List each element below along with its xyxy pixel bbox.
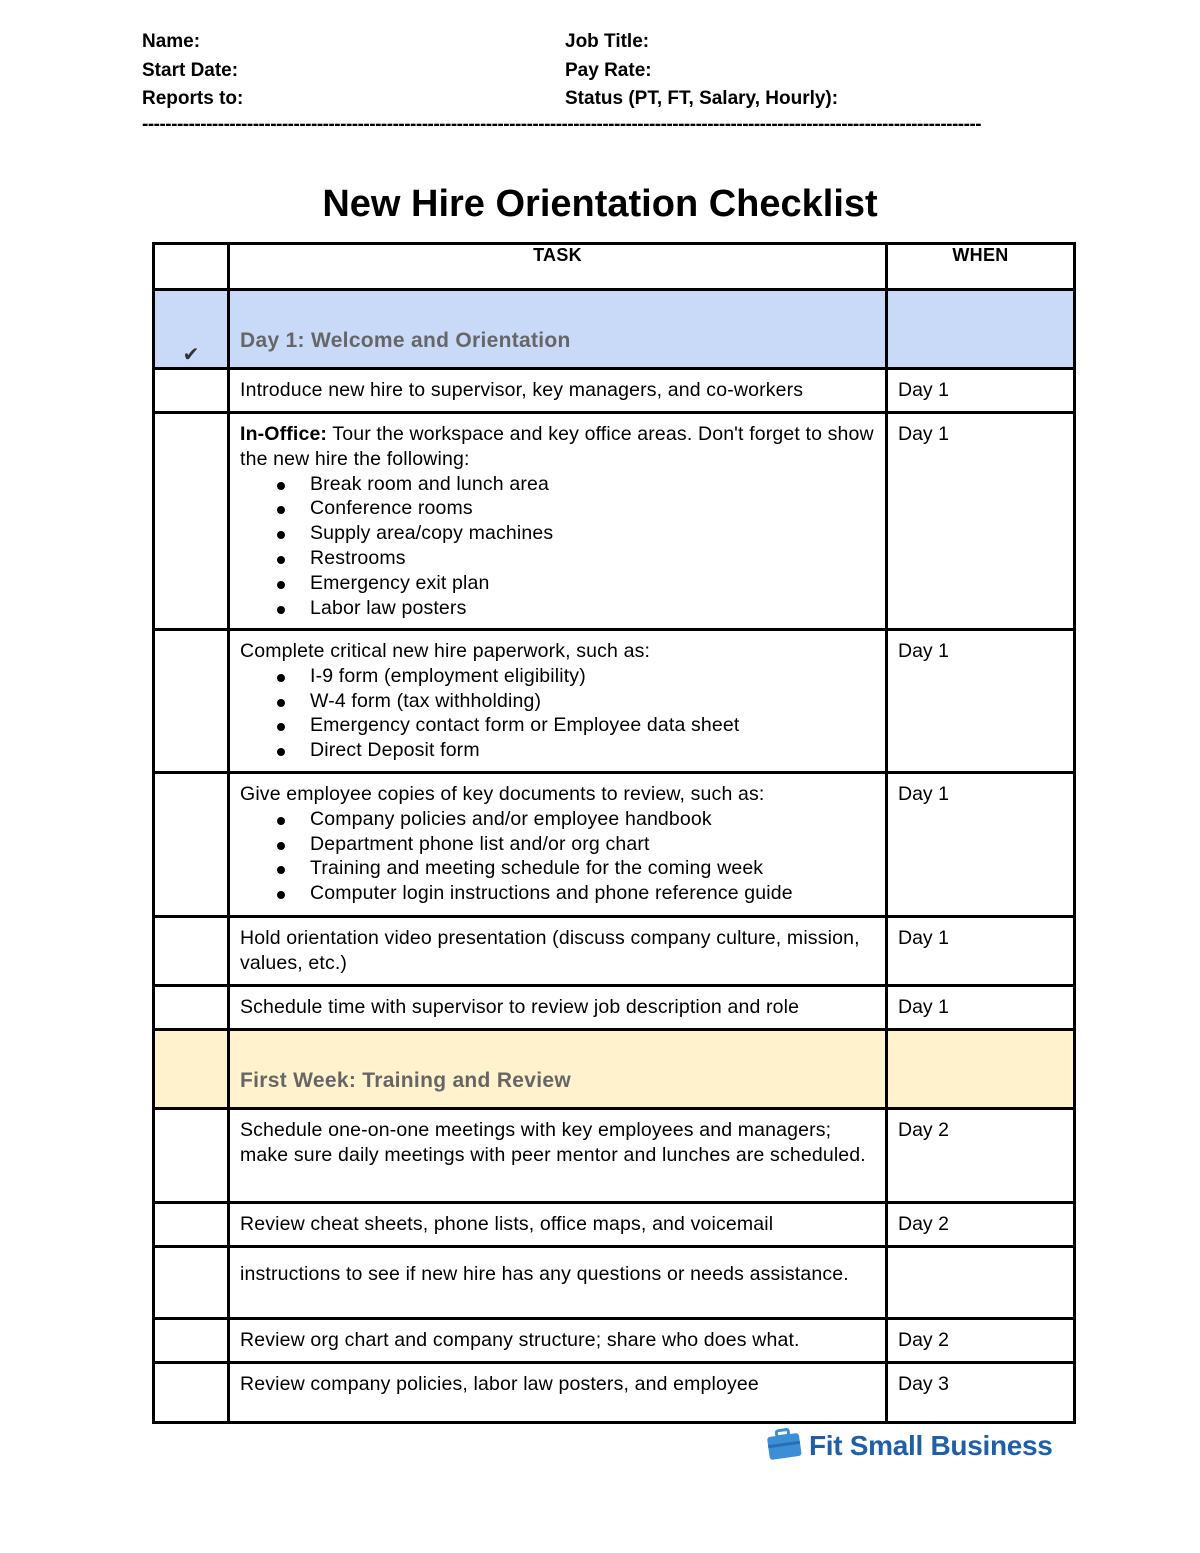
task-text: Hold orientation video presentation (discuss company culture, mission, values, etc.) bbox=[240, 927, 860, 974]
task-body: Complete critical new hire paperwork, such as: bbox=[240, 640, 651, 662]
task-column-header: TASK bbox=[229, 244, 887, 290]
list-item: I-9 form (employment eligibility) bbox=[310, 664, 875, 689]
table-row bbox=[154, 986, 1075, 1030]
list-item: Emergency contact form or Employee data sheet bbox=[310, 713, 875, 738]
list-item: Conference rooms bbox=[310, 496, 875, 521]
when-text: Day 2 bbox=[898, 1213, 949, 1235]
name-label: Name: bbox=[142, 31, 201, 52]
task-text: Schedule one-on-one meetings with key employees and managers; make sure daily meetings with peer mentor and lunches are scheduled. bbox=[240, 1119, 866, 1166]
task-body: Give employee copies of key documents to review, such as: bbox=[240, 783, 765, 805]
task-text: Schedule time with supervisor to review job description and role bbox=[240, 996, 800, 1018]
table-row bbox=[154, 369, 1075, 413]
check-column-header bbox=[154, 244, 229, 290]
checkbox-cell[interactable] bbox=[154, 369, 229, 413]
checkbox-cell[interactable] bbox=[154, 1363, 229, 1423]
when-text: Day 2 bbox=[898, 1329, 949, 1351]
task-text: Review cheat sheets, phone lists, office maps, and voicemail bbox=[240, 1213, 774, 1235]
fit-small-business-logo bbox=[765, 1427, 1053, 1465]
table-row bbox=[154, 1319, 1075, 1363]
list-item: Restrooms bbox=[310, 546, 875, 571]
task-bold-prefix: In-Office: bbox=[240, 423, 328, 445]
list-item: Computer login instructions and phone reference guide bbox=[310, 881, 875, 906]
section-header-first-week bbox=[154, 1030, 1075, 1109]
checkbox-cell[interactable] bbox=[154, 630, 229, 773]
checkbox-cell[interactable] bbox=[154, 1109, 229, 1203]
reports-to-label: Reports to: bbox=[142, 88, 244, 109]
table-row bbox=[154, 1203, 1075, 1247]
task-text bbox=[230, 774, 885, 912]
task-body: Tour the workspace and key office areas. Don't forget to show the new hire the following: bbox=[240, 423, 874, 470]
list-item: Break room and lunch area bbox=[310, 472, 875, 497]
checkbox-cell[interactable]: ✔ bbox=[154, 290, 229, 369]
checkbox-cell[interactable] bbox=[154, 1030, 229, 1109]
section-when-cell bbox=[887, 290, 1075, 369]
when-text: Day 1 bbox=[898, 996, 949, 1018]
table-row bbox=[154, 1363, 1075, 1423]
task-text bbox=[230, 414, 885, 626]
task-text: Review org chart and company structure; share who does what. bbox=[240, 1329, 800, 1351]
section-header-day1 bbox=[154, 290, 1075, 369]
table-row bbox=[154, 773, 1075, 917]
list-item: Company policies and/or employee handbook bbox=[310, 807, 875, 832]
job-title-label: Job Title: bbox=[565, 31, 650, 52]
task-text: instructions to see if new hire has any questions or needs assistance. bbox=[240, 1263, 849, 1285]
task-text: Review company policies, labor law posters, and employee bbox=[240, 1373, 759, 1395]
list-item: Training and meeting schedule for the coming week bbox=[310, 856, 875, 881]
checkbox-cell[interactable] bbox=[154, 1203, 229, 1247]
page-title: New Hire Orientation Checklist bbox=[322, 183, 878, 225]
bullet-list bbox=[240, 807, 875, 906]
checkbox-cell[interactable] bbox=[154, 413, 229, 630]
briefcase-icon bbox=[765, 1427, 803, 1466]
start-date-label: Start Date: bbox=[142, 59, 239, 81]
pay-rate-label: Pay Rate: bbox=[565, 59, 652, 81]
list-item: Emergency exit plan bbox=[310, 571, 875, 596]
section-title: First Week: Training and Review bbox=[240, 1069, 571, 1092]
checkbox-cell[interactable] bbox=[154, 1319, 229, 1363]
when-text bbox=[888, 1248, 1073, 1262]
list-item: W-4 form (tax withholding) bbox=[310, 689, 875, 714]
section-title-cell bbox=[229, 1030, 887, 1109]
logo-text: Fit Small Business bbox=[809, 1430, 1053, 1461]
list-item: Department phone list and/or org chart bbox=[310, 832, 875, 857]
when-text: Day 1 bbox=[898, 423, 949, 445]
section-title: Day 1: Welcome and Orientation bbox=[240, 329, 571, 352]
checkbox-cell[interactable] bbox=[154, 986, 229, 1030]
when-text: Day 1 bbox=[898, 640, 949, 662]
table-row bbox=[154, 1109, 1075, 1203]
task-text: Introduce new hire to supervisor, key managers, and co-workers bbox=[240, 379, 804, 401]
bullet-list bbox=[240, 664, 875, 763]
list-item: Direct Deposit form bbox=[310, 738, 875, 763]
table-row bbox=[154, 1247, 1075, 1319]
checkbox-cell[interactable] bbox=[154, 1247, 229, 1319]
when-text: Day 3 bbox=[898, 1373, 949, 1395]
when-text: Day 1 bbox=[898, 927, 949, 949]
checkbox-cell[interactable] bbox=[154, 917, 229, 986]
status-label: Status (PT, FT, Salary, Hourly): bbox=[565, 88, 839, 109]
dashed-divider: ------------------------------------------------------------------------------------------------------------------------------------------------ bbox=[142, 114, 982, 135]
section-when-cell bbox=[887, 1030, 1075, 1109]
table-row bbox=[154, 630, 1075, 773]
list-item: Labor law posters bbox=[310, 596, 875, 621]
when-text: Day 1 bbox=[898, 379, 949, 401]
employee-info-block bbox=[142, 28, 1042, 114]
checkbox-cell[interactable] bbox=[154, 773, 229, 917]
bullet-list bbox=[240, 472, 875, 621]
table-row bbox=[154, 917, 1075, 986]
task-text bbox=[230, 631, 885, 769]
section-title-cell bbox=[229, 290, 887, 369]
list-item: Supply area/copy machines bbox=[310, 521, 875, 546]
when-text: Day 1 bbox=[898, 783, 949, 805]
when-column-header: WHEN bbox=[887, 244, 1075, 290]
table-row bbox=[154, 413, 1075, 630]
checklist-table bbox=[152, 242, 1076, 1424]
when-text: Day 2 bbox=[898, 1119, 949, 1141]
table-header-row bbox=[154, 244, 1075, 290]
